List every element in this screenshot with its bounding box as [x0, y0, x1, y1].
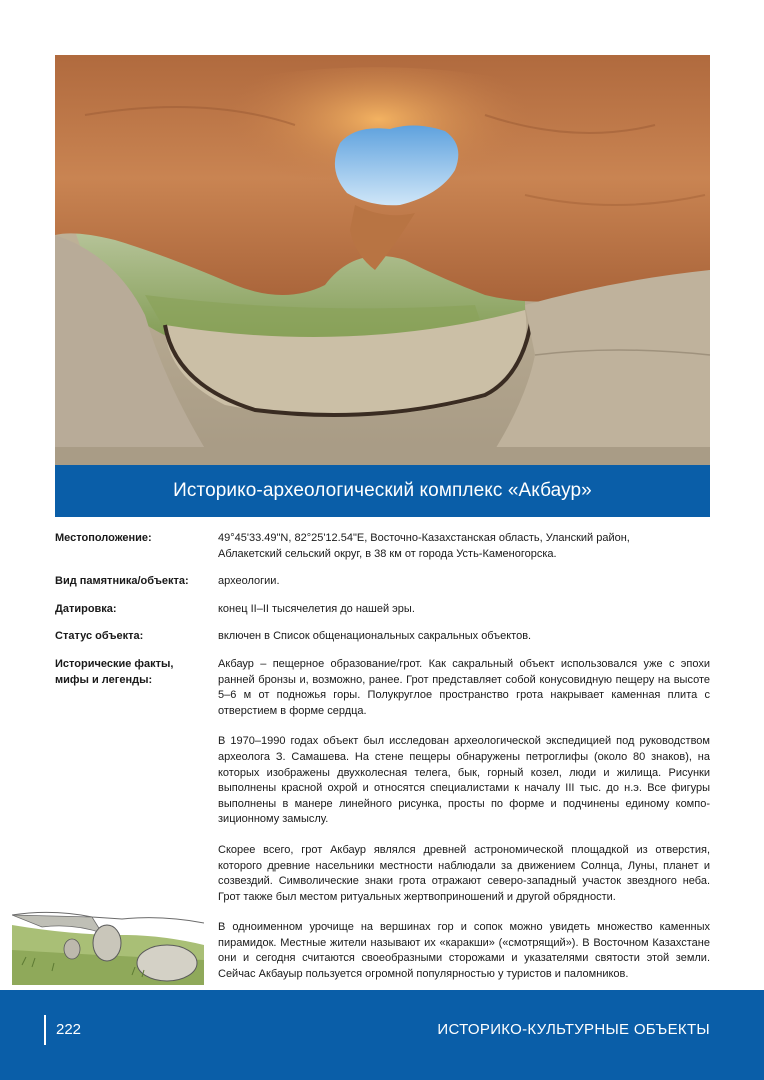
page-number: 222 [56, 1021, 82, 1038]
title-band [55, 465, 710, 517]
footer-divider [44, 1015, 46, 1045]
location-row [55, 531, 710, 562]
section-title: ИСТОРИКО-КУЛЬТУРНЫЕ ОБЪЕКТЫ [437, 1021, 710, 1038]
dating-value: конец II–II тысячелетия до нашей эры. [218, 602, 415, 615]
history-text [218, 657, 710, 998]
history-paragraph: Акбаур – пещерное образование/грот. Как сакральный объект использовался уже с эпохи ранней бронзы и, возможно, ранее. Грот представляет собой конусовидную пещеру на высоте 5–6 м от подножья горы. Полукруглое пространство грота накрывает каменная плита с отверстием в форме сердца. [218, 657, 710, 717]
status-label: Статус объекта: [55, 630, 144, 643]
dating-row [55, 602, 710, 618]
stones-sketch-illustration [12, 905, 204, 985]
type-row [55, 574, 710, 590]
type-label: Вид памятника/объекта: [55, 575, 189, 588]
location-value [218, 531, 710, 562]
page-title: Историко-археологический комплекс «Акбаур» [173, 480, 592, 501]
location-label: Местоположение: [55, 532, 152, 544]
status-value: включен в Список общенациональных сакральных объектов. [218, 630, 532, 643]
type-value: археологии. [218, 575, 280, 588]
history-paragraph: В одноименном урочище на вершинах гор и сопок можно увидеть множество каменных пирамидок. Местные жители называют их «каракши» («смотрящий»). В Восточном Казахстане они и сегодня считаются своеобразными сторожами и указателями святости этой земли. Сейчас Акбауыр пользуется огромной популярностью у туристов и паломников. [218, 921, 710, 981]
history-paragraph: В 1970–1990 годах объект был исследован археологической экспедицией под руководством археолога З. Самашева. На стене пещеры обнаружены петроглифы (около 80 знаков), на которых изображены двухколесная телега, бык, горный козел, люди и жилища. Рисунки выполнены красной охрой и относятся специалистами к началу III тыс. до н.э. Все фигуры выполнены в манере линейного рисунка, просты по форме и подчинены единому композиционному замыслу. [218, 735, 710, 826]
page-footer [0, 990, 764, 1080]
grotto-photo [55, 55, 710, 465]
history-paragraph: Скорее всего, грот Акбаур являлся древней астрономической площадкой из отверстия, которого древние насельники местности наблюдали за движением Солнца, Луны, планет и созвездий. Символические знаки грота отражают северо-западный участок звездного неба. Грот также был местом ритуальных жертвоприношений и другой обрядности. [218, 843, 710, 903]
status-row [55, 629, 710, 645]
location-line-1: 49°45'33.49"N, 82°25'12.54"E, Восточно-Казахстанская область, Уланский район, [218, 532, 630, 544]
history-label-line-1: Исторические факты, [55, 657, 174, 670]
location-line-2: Аблакетский сельский округ, в 38 км от города Усть-Каменогорска. [218, 547, 557, 560]
dating-label: Датировка: [55, 602, 117, 615]
history-label-line-2: мифы и легенды: [55, 673, 153, 686]
